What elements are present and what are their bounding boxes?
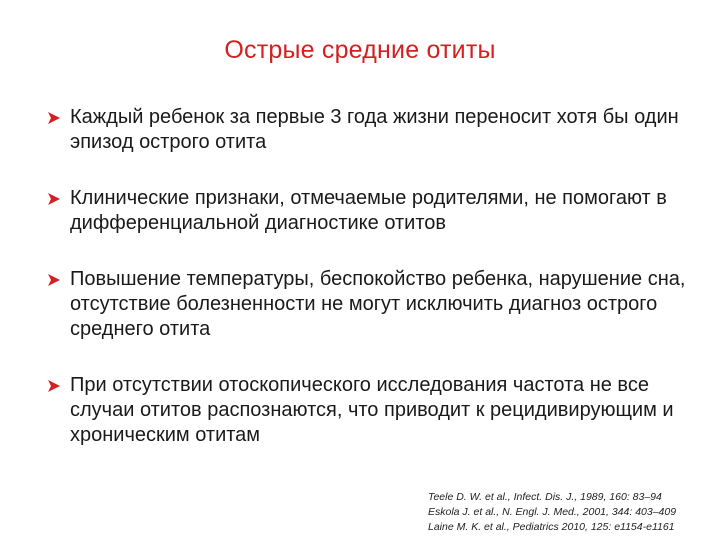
arrow-bullet-icon — [46, 110, 62, 126]
arrow-bullet-icon — [46, 378, 62, 394]
bullet-item — [46, 267, 686, 342]
bullet-list — [46, 105, 686, 479]
bullet-text: Повышение температуры, беспокойство ребенка, нарушение сна, отсутствие болезненности не могут исключить диагноз острого среднего отита — [70, 268, 686, 340]
bullet-text: При отсутствии отоскопического исследования частота не все случаи отитов распознаются, что приводит к рецидивирующим и хроническим отитам — [70, 374, 674, 446]
bullet-item — [46, 373, 686, 448]
bullet-item — [46, 105, 686, 155]
reference-line: Teele D. W. et al., Infect. Dis. J., 1989, 160: 83–94 — [428, 491, 662, 503]
arrow-bullet-icon — [46, 191, 62, 207]
bullet-text: Клинические признаки, отмечаемые родителями, не помогают в дифференциальной диагностике отитов — [70, 187, 667, 234]
reference-line: Eskola J. et al., N. Engl. J. Med., 2001, 344: 403–409 — [428, 506, 677, 518]
references — [428, 490, 718, 535]
arrow-bullet-icon — [46, 272, 62, 288]
slide-title: Острые средние отиты — [224, 36, 496, 64]
reference-line: Laine M. K. et al., Pediatrics 2010, 125: e1154-e1161 — [428, 521, 675, 533]
bullet-item — [46, 186, 686, 236]
bullet-text: Каждый ребенок за первые 3 года жизни переносит хотя бы один эпизод острого отита — [70, 106, 679, 153]
